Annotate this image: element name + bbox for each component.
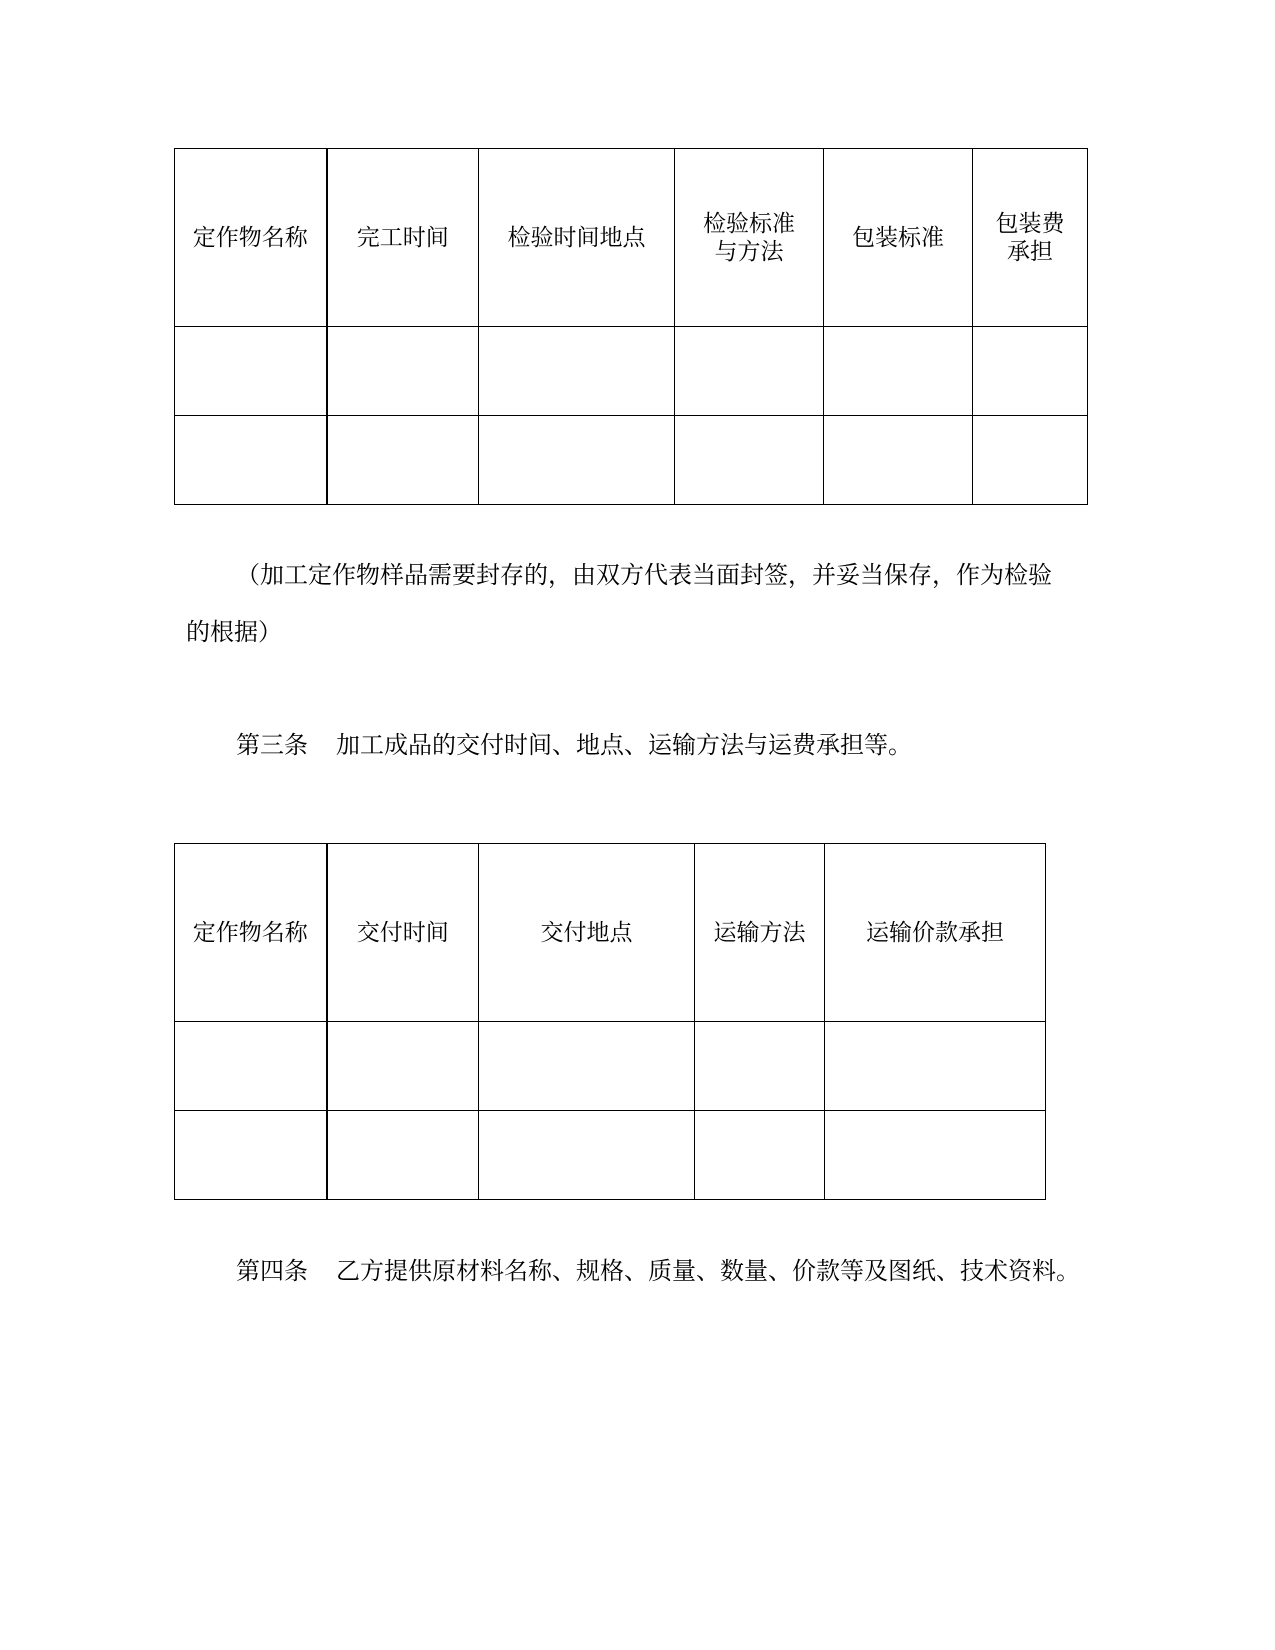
header-cell-item-name: 定作物名称 [175,149,327,327]
table-cell [479,1022,695,1111]
table-cell [327,1022,479,1111]
clause-four [236,1257,1080,1285]
table-cell [327,327,479,416]
table-row [175,1022,1046,1111]
table-cell [824,327,973,416]
table-cell [825,1022,1046,1111]
header-cell-item-name: 定作物名称 [175,844,327,1022]
header-cell-delivery-time: 交付时间 [327,844,479,1022]
header-cell-delivery-place: 交付地点 [479,844,695,1022]
clause-number: 第四条 [236,1257,308,1285]
table-cell [327,1111,479,1200]
header-cell-inspection-time-place: 检验时间地点 [479,149,675,327]
table-header-row [175,149,1088,327]
table-cell [695,1111,825,1200]
sample-sealing-note: （加工定作物样品需要封存的，由双方代表当面封签，并妥当保存，作为检验 [236,561,1052,589]
table-cell [175,1111,327,1200]
table-cell [973,416,1088,505]
table-cell [175,1022,327,1111]
processing-inspection-table [174,148,1088,505]
table-row [175,1111,1046,1200]
header-cell-packaging-cost: 包装费承担 [973,149,1088,327]
clause-number: 第三条 [236,731,308,759]
delivery-table [174,843,1046,1200]
clause-text: 乙方提供原材料名称、规格、质量、数量、价款等及图纸、技术资料。 [336,1257,1080,1285]
table-cell [327,416,479,505]
table-cell [824,416,973,505]
header-cell-packaging-standard: 包装标准 [824,149,973,327]
table-row [175,327,1088,416]
table-cell [175,416,327,505]
table-row [175,416,1088,505]
table-cell [675,327,824,416]
header-cell-completion-time: 完工时间 [327,149,479,327]
table-cell [675,416,824,505]
header-cell-inspection-standard: 检验标准与方法 [675,149,824,327]
table-header-row [175,844,1046,1022]
table-cell [175,327,327,416]
header-cell-transport-cost: 运输价款承担 [825,844,1046,1022]
clause-three [236,731,912,759]
clause-text: 加工成品的交付时间、地点、运输方法与运费承担等。 [336,731,912,759]
table-cell [695,1022,825,1111]
table-cell [973,327,1088,416]
table-cell [479,327,675,416]
header-cell-transport-method: 运输方法 [695,844,825,1022]
table-cell [479,1111,695,1200]
table-cell [479,416,675,505]
table-cell [825,1111,1046,1200]
sample-sealing-note-continued: 的根据） [186,618,282,646]
